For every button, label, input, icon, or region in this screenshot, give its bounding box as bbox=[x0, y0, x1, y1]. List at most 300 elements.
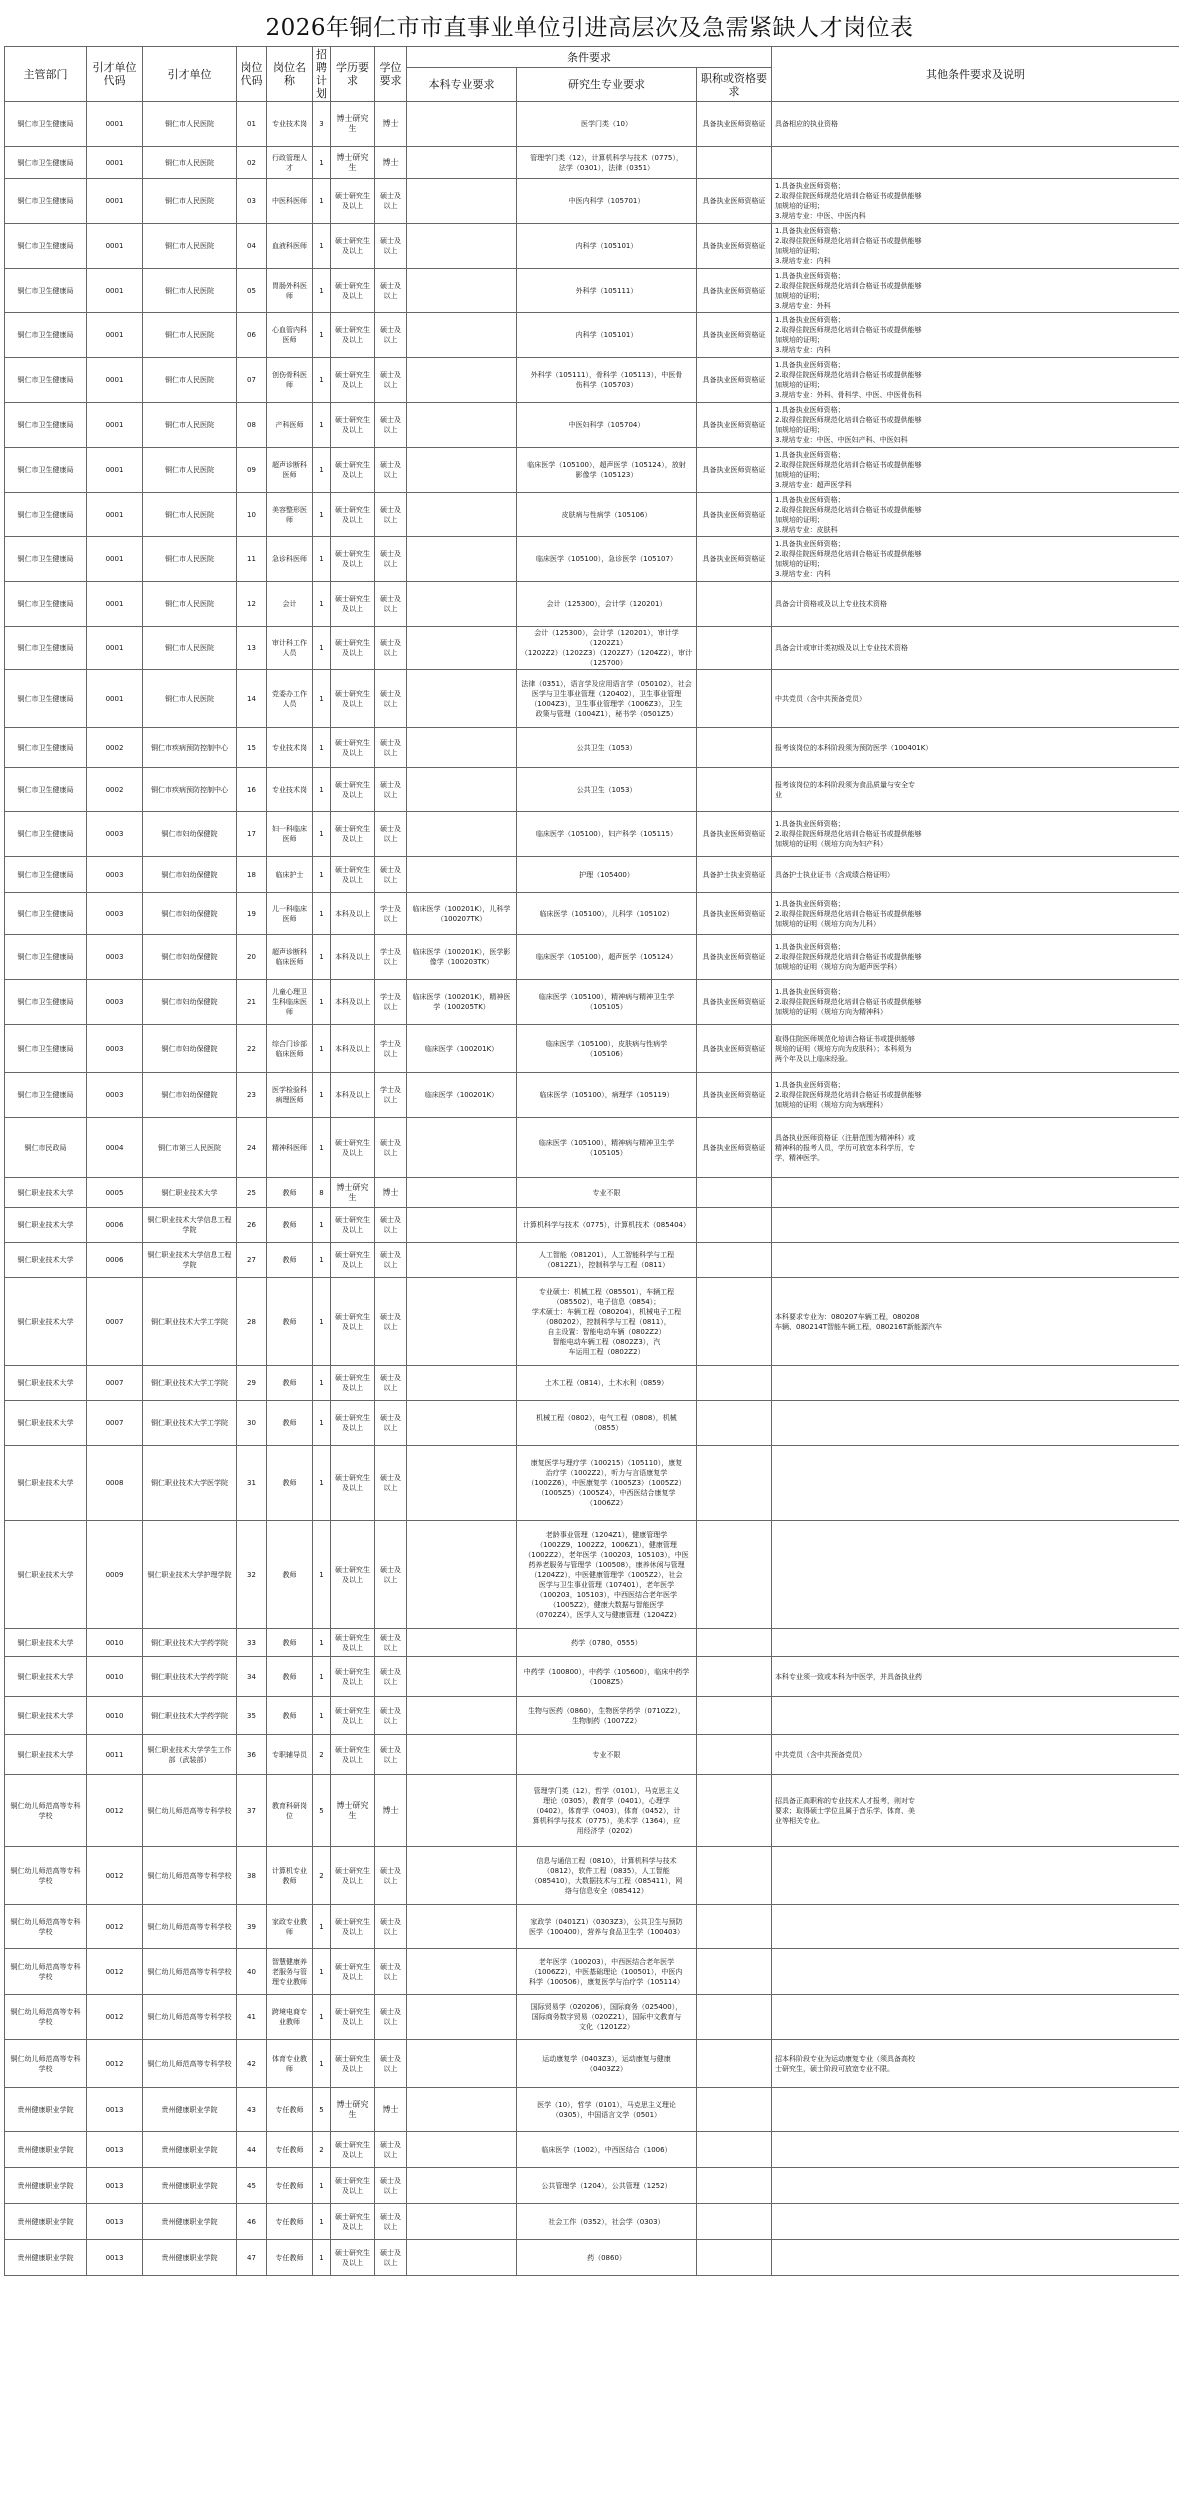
post-name-cell: 教师 bbox=[267, 1178, 313, 1208]
cert-cell bbox=[697, 147, 772, 179]
undergrad-cell bbox=[407, 358, 517, 403]
dept-cell: 铜仁职业技术大学 bbox=[5, 1366, 87, 1401]
unit-code-cell: 0003 bbox=[87, 893, 143, 935]
post-name-cell: 行政管理人才 bbox=[267, 147, 313, 179]
cert-cell bbox=[697, 1697, 772, 1735]
count-cell: 1 bbox=[313, 857, 331, 893]
post-code-cell: 20 bbox=[237, 935, 267, 980]
table-row bbox=[5, 102, 1179, 147]
post-name-cell: 专业技术岗 bbox=[267, 728, 313, 768]
unit-cell: 铜仁幼儿师范高等专科学校 bbox=[143, 1775, 237, 1847]
undergrad-cell bbox=[407, 179, 517, 224]
cert-cell: 具备护士执业资格证 bbox=[697, 857, 772, 893]
unit-code-cell: 0003 bbox=[87, 935, 143, 980]
count-cell: 1 bbox=[313, 1995, 331, 2040]
cert-cell bbox=[697, 2204, 772, 2240]
post-code-cell: 37 bbox=[237, 1775, 267, 1847]
count-cell: 1 bbox=[313, 1401, 331, 1446]
cert-cell bbox=[697, 1847, 772, 1905]
degree-cell: 硕士及以上 bbox=[375, 1905, 407, 1949]
unit-code-cell: 0007 bbox=[87, 1401, 143, 1446]
degree-cell: 硕士及以上 bbox=[375, 403, 407, 448]
grad-cell: 专业硕士：机械工程（085501），车辆工程 （085502），电子信息（0854）； 学术硕士：车辆工程（080204），机械电子工程 （080202），控制科学与工程（0811）， 自主设置：智能电动车辆（0802Z2） 智能电动车辆工程（0802Z3），汽 车运用工程（0802Z2） bbox=[517, 1278, 697, 1366]
edu-cell: 硕士研究生及以上 bbox=[331, 582, 375, 627]
post-name-cell: 专任教师 bbox=[267, 2132, 313, 2168]
cert-cell bbox=[697, 728, 772, 768]
unit-code-cell: 0001 bbox=[87, 493, 143, 537]
dept-cell: 贵州健康职业学院 bbox=[5, 2088, 87, 2132]
post-name-cell: 精神科医师 bbox=[267, 1118, 313, 1178]
count-cell: 1 bbox=[313, 1278, 331, 1366]
count-cell: 1 bbox=[313, 2204, 331, 2240]
undergrad-cell bbox=[407, 1243, 517, 1278]
degree-cell: 硕士及以上 bbox=[375, 1697, 407, 1735]
undergrad-cell bbox=[407, 728, 517, 768]
dept-cell: 铜仁职业技术大学 bbox=[5, 1735, 87, 1775]
count-cell: 1 bbox=[313, 313, 331, 358]
edu-cell: 硕士研究生及以上 bbox=[331, 1629, 375, 1657]
undergrad-cell bbox=[407, 2132, 517, 2168]
grad-cell: 临床医学（105100），超声医学（105124），放射 影像学（105123） bbox=[517, 448, 697, 493]
dept-cell: 铜仁市卫生健康局 bbox=[5, 102, 87, 147]
edu-cell: 博士研究生 bbox=[331, 102, 375, 147]
header-grad: 研究生专业要求 bbox=[517, 68, 697, 102]
post-name-cell: 专业技术岗 bbox=[267, 102, 313, 147]
other-cell: 取得住院医师规范化培训合格证书或提供能够 规培的证明（规培方向为皮肤科）；本科须为 两个年及以上临床经验。 bbox=[772, 1025, 1179, 1073]
grad-cell: 外科学（105111），骨科学（105113），中医骨 伤科学（105703） bbox=[517, 358, 697, 403]
edu-cell: 本科及以上 bbox=[331, 980, 375, 1025]
grad-cell: 法律（0351），语言学及应用语言学（050102），社会 医学与卫生事业管理（120402），卫生事业管理 （1004Z3），卫生事业管理学（1006Z3），卫生 政策与管理（1004Z1），秘书学（0501Z5） bbox=[517, 670, 697, 728]
grad-cell: 中药学（100800），中药学（105600），临床中药学 （1008Z5） bbox=[517, 1657, 697, 1697]
count-cell: 1 bbox=[313, 1657, 331, 1697]
post-name-cell: 儿一科临床医师 bbox=[267, 893, 313, 935]
cert-cell: 具备执业医师资格证 bbox=[697, 980, 772, 1025]
count-cell: 1 bbox=[313, 1521, 331, 1629]
unit-cell: 铜仁幼儿师范高等专科学校 bbox=[143, 1995, 237, 2040]
dept-cell: 铜仁市卫生健康局 bbox=[5, 728, 87, 768]
other-cell bbox=[772, 2204, 1179, 2240]
unit-code-cell: 0012 bbox=[87, 1847, 143, 1905]
post-code-cell: 22 bbox=[237, 1025, 267, 1073]
cert-cell: 具备执业医师资格证 bbox=[697, 224, 772, 269]
table-row bbox=[5, 1697, 1179, 1735]
edu-cell: 硕士研究生及以上 bbox=[331, 627, 375, 670]
dept-cell: 铜仁幼儿师范高等专科学校 bbox=[5, 2040, 87, 2088]
other-cell: 1.具备执业医师资格； 2.取得住院医师规范化培训合格证书或提供能够 加规培的证明（规培方向为病理科） bbox=[772, 1073, 1179, 1118]
table-row bbox=[5, 893, 1179, 935]
degree-cell: 学士及以上 bbox=[375, 893, 407, 935]
edu-cell: 硕士研究生及以上 bbox=[331, 1118, 375, 1178]
degree-cell: 硕士及以上 bbox=[375, 1735, 407, 1775]
unit-cell: 铜仁市人民医院 bbox=[143, 269, 237, 313]
post-code-cell: 04 bbox=[237, 224, 267, 269]
unit-code-cell: 0013 bbox=[87, 2088, 143, 2132]
dept-cell: 铜仁市卫生健康局 bbox=[5, 358, 87, 403]
count-cell: 3 bbox=[313, 102, 331, 147]
undergrad-cell bbox=[407, 102, 517, 147]
grad-cell: 公共卫生（1053） bbox=[517, 768, 697, 812]
cert-cell bbox=[697, 1208, 772, 1243]
dept-cell: 铜仁市卫生健康局 bbox=[5, 493, 87, 537]
post-code-cell: 31 bbox=[237, 1446, 267, 1521]
count-cell: 1 bbox=[313, 582, 331, 627]
degree-cell: 硕士及以上 bbox=[375, 1366, 407, 1401]
grad-cell: 中医内科学（105701） bbox=[517, 179, 697, 224]
cert-cell bbox=[697, 1995, 772, 2040]
unit-code-cell: 0001 bbox=[87, 313, 143, 358]
edu-cell: 硕士研究生及以上 bbox=[331, 1366, 375, 1401]
other-cell bbox=[772, 2168, 1179, 2204]
unit-cell: 铜仁市妇幼保健院 bbox=[143, 935, 237, 980]
post-code-cell: 26 bbox=[237, 1208, 267, 1243]
dept-cell: 铜仁幼儿师范高等专科学校 bbox=[5, 1905, 87, 1949]
cert-cell: 具备执业医师资格证 bbox=[697, 1118, 772, 1178]
count-cell: 1 bbox=[313, 448, 331, 493]
unit-code-cell: 0007 bbox=[87, 1366, 143, 1401]
degree-cell: 硕士及以上 bbox=[375, 493, 407, 537]
unit-cell: 铜仁幼儿师范高等专科学校 bbox=[143, 1949, 237, 1995]
grad-cell: 公共管理学（1204），公共管理（1252） bbox=[517, 2168, 697, 2204]
post-name-cell: 心血管内科医师 bbox=[267, 313, 313, 358]
unit-code-cell: 0013 bbox=[87, 2240, 143, 2276]
count-cell: 1 bbox=[313, 358, 331, 403]
grad-cell: 临床医学（105100），儿科学（105102） bbox=[517, 893, 697, 935]
dept-cell: 铜仁市卫生健康局 bbox=[5, 582, 87, 627]
degree-cell: 学士及以上 bbox=[375, 980, 407, 1025]
dept-cell: 铜仁市卫生健康局 bbox=[5, 537, 87, 582]
dept-cell: 铜仁市卫生健康局 bbox=[5, 768, 87, 812]
unit-code-cell: 0001 bbox=[87, 537, 143, 582]
undergrad-cell bbox=[407, 2204, 517, 2240]
post-code-cell: 38 bbox=[237, 1847, 267, 1905]
unit-code-cell: 0003 bbox=[87, 980, 143, 1025]
dept-cell: 铜仁幼儿师范高等专科学校 bbox=[5, 1847, 87, 1905]
post-name-cell: 党委办工作人员 bbox=[267, 670, 313, 728]
undergrad-cell bbox=[407, 1905, 517, 1949]
undergrad-cell bbox=[407, 2168, 517, 2204]
degree-cell: 博士 bbox=[375, 1178, 407, 1208]
other-cell bbox=[772, 1366, 1179, 1401]
table-row bbox=[5, 812, 1179, 857]
undergrad-cell bbox=[407, 2088, 517, 2132]
post-code-cell: 23 bbox=[237, 1073, 267, 1118]
undergrad-cell bbox=[407, 812, 517, 857]
count-cell: 1 bbox=[313, 2240, 331, 2276]
cert-cell bbox=[697, 1243, 772, 1278]
cert-cell bbox=[697, 1178, 772, 1208]
grad-cell: 临床医学（105100），急诊医学（105107） bbox=[517, 537, 697, 582]
unit-cell: 铜仁市妇幼保健院 bbox=[143, 893, 237, 935]
count-cell: 1 bbox=[313, 403, 331, 448]
count-cell: 1 bbox=[313, 893, 331, 935]
count-cell: 5 bbox=[313, 1775, 331, 1847]
cert-cell bbox=[697, 1735, 772, 1775]
unit-code-cell: 0012 bbox=[87, 1949, 143, 1995]
post-name-cell: 教师 bbox=[267, 1243, 313, 1278]
edu-cell: 硕士研究生及以上 bbox=[331, 403, 375, 448]
post-name-cell: 妇一科临床医师 bbox=[267, 812, 313, 857]
post-code-cell: 19 bbox=[237, 893, 267, 935]
unit-code-cell: 0013 bbox=[87, 2132, 143, 2168]
count-cell: 1 bbox=[313, 493, 331, 537]
other-cell bbox=[772, 2088, 1179, 2132]
dept-cell: 铜仁职业技术大学 bbox=[5, 1278, 87, 1366]
unit-cell: 铜仁职业技术大学医学院 bbox=[143, 1446, 237, 1521]
edu-cell: 硕士研究生及以上 bbox=[331, 1905, 375, 1949]
table-row bbox=[5, 448, 1179, 493]
grad-cell: 临床医学（105100），妇产科学（105115） bbox=[517, 812, 697, 857]
other-cell bbox=[772, 1847, 1179, 1905]
post-name-cell: 产科医师 bbox=[267, 403, 313, 448]
grad-cell: 生物与医药（0860），生物医学药学（0710Z2）， 生物制药（1007Z2） bbox=[517, 1697, 697, 1735]
grad-cell: 专业不限 bbox=[517, 1178, 697, 1208]
table-row bbox=[5, 627, 1179, 670]
other-cell: 招本科阶段专业为运动康复专业（须具备高校 士研究生，硕士阶段可放宽专业不限。 bbox=[772, 2040, 1179, 2088]
post-name-cell: 中医科医师 bbox=[267, 179, 313, 224]
dept-cell: 铜仁幼儿师范高等专科学校 bbox=[5, 1775, 87, 1847]
grad-cell: 土木工程（0814），土木水利（0859） bbox=[517, 1366, 697, 1401]
post-name-cell: 计算机专业教师 bbox=[267, 1847, 313, 1905]
undergrad-cell bbox=[407, 1657, 517, 1697]
grad-cell: 临床医学（105100），皮肤病与性病学 （105106） bbox=[517, 1025, 697, 1073]
post-name-cell: 审计科工作人员 bbox=[267, 627, 313, 670]
unit-cell: 铜仁职业技术大学护理学院 bbox=[143, 1521, 237, 1629]
dept-cell: 贵州健康职业学院 bbox=[5, 2204, 87, 2240]
unit-code-cell: 0001 bbox=[87, 179, 143, 224]
dept-cell: 铜仁市卫生健康局 bbox=[5, 269, 87, 313]
table-row bbox=[5, 2040, 1179, 2088]
degree-cell: 硕士及以上 bbox=[375, 1949, 407, 1995]
table-row bbox=[5, 224, 1179, 269]
table-row bbox=[5, 670, 1179, 728]
degree-cell: 硕士及以上 bbox=[375, 2240, 407, 2276]
unit-code-cell: 0013 bbox=[87, 2168, 143, 2204]
degree-cell: 硕士及以上 bbox=[375, 2204, 407, 2240]
edu-cell: 硕士研究生及以上 bbox=[331, 2040, 375, 2088]
grad-cell: 管理学门类（12），计算机科学与技术（0775）， 法学（0301），法律（0351） bbox=[517, 147, 697, 179]
cert-cell bbox=[697, 1905, 772, 1949]
unit-cell: 铜仁市人民医院 bbox=[143, 670, 237, 728]
post-code-cell: 45 bbox=[237, 2168, 267, 2204]
degree-cell: 硕士及以上 bbox=[375, 2132, 407, 2168]
unit-code-cell: 0003 bbox=[87, 857, 143, 893]
other-cell bbox=[772, 1243, 1179, 1278]
unit-cell: 铜仁职业技术大学工学院 bbox=[143, 1401, 237, 1446]
post-code-cell: 17 bbox=[237, 812, 267, 857]
edu-cell: 硕士研究生及以上 bbox=[331, 493, 375, 537]
undergrad-cell bbox=[407, 1629, 517, 1657]
undergrad-cell: 临床医学（100201K），儿科学（100207TK） bbox=[407, 893, 517, 935]
unit-cell: 铜仁市人民医院 bbox=[143, 582, 237, 627]
post-name-cell: 急诊科医师 bbox=[267, 537, 313, 582]
table-row bbox=[5, 768, 1179, 812]
grad-cell: 老龄事业管理（1204Z1），健康管理学 （1002Z9，1002Z2，1006Z1），健康管理 （1002Z2），老年医学（100203，105103），中医 药养老服务与管理学（100508），康养休闲与管理 （1204Z2），中医健康管理学（1005Z2），社会 医学与卫生事业管理（107401），老年医学 （100203，105103），中西医结合老年医学 （1005Z2），健康大数据与智能医学 （0702Z4），医学人文与健康管理（1204Z2） bbox=[517, 1521, 697, 1629]
unit-cell: 铜仁市妇幼保健院 bbox=[143, 812, 237, 857]
grad-cell: 老年医学（100203），中西医结合老年医学 （1006Z2），中医基础理论（100501），中医内 科学（100506），康复医学与治疗学（105114） bbox=[517, 1949, 697, 1995]
cert-cell: 具备执业医师资格证 bbox=[697, 935, 772, 980]
unit-code-cell: 0001 bbox=[87, 627, 143, 670]
degree-cell: 学士及以上 bbox=[375, 935, 407, 980]
other-cell: 1.具备执业医师资格； 2.取得住院医师规范化培训合格证书或提供能够 加规培的证明； 3.规培专业：中医、中医内科 bbox=[772, 179, 1179, 224]
edu-cell: 硕士研究生及以上 bbox=[331, 812, 375, 857]
edu-cell: 硕士研究生及以上 bbox=[331, 1521, 375, 1629]
unit-cell: 贵州健康职业学院 bbox=[143, 2132, 237, 2168]
other-cell: 1.具备执业医师资格； 2.取得住院医师规范化培训合格证书或提供能够 加规培的证明； 3.规培专业：外科 bbox=[772, 269, 1179, 313]
post-code-cell: 25 bbox=[237, 1178, 267, 1208]
post-name-cell: 专任教师 bbox=[267, 2168, 313, 2204]
cert-cell: 具备执业医师资格证 bbox=[697, 1025, 772, 1073]
other-cell bbox=[772, 1697, 1179, 1735]
cert-cell bbox=[697, 2132, 772, 2168]
unit-code-cell: 0013 bbox=[87, 2204, 143, 2240]
unit-code-cell: 0002 bbox=[87, 728, 143, 768]
unit-code-cell: 0003 bbox=[87, 1025, 143, 1073]
grad-cell: 医学门类（10） bbox=[517, 102, 697, 147]
unit-cell: 贵州健康职业学院 bbox=[143, 2204, 237, 2240]
degree-cell: 硕士及以上 bbox=[375, 1208, 407, 1243]
grad-cell: 中医妇科学（105704） bbox=[517, 403, 697, 448]
header-edu: 学历要求 bbox=[331, 47, 375, 102]
dept-cell: 铜仁职业技术大学 bbox=[5, 1521, 87, 1629]
edu-cell: 硕士研究生及以上 bbox=[331, 1847, 375, 1905]
header-degree: 学位要求 bbox=[375, 47, 407, 102]
degree-cell: 硕士及以上 bbox=[375, 448, 407, 493]
grad-cell: 会计（125300），会计学（120201） bbox=[517, 582, 697, 627]
degree-cell: 博士 bbox=[375, 2088, 407, 2132]
post-code-cell: 06 bbox=[237, 313, 267, 358]
degree-cell: 硕士及以上 bbox=[375, 358, 407, 403]
unit-code-cell: 0001 bbox=[87, 582, 143, 627]
edu-cell: 本科及以上 bbox=[331, 935, 375, 980]
table-row bbox=[5, 2088, 1179, 2132]
page-title: 2026年铜仁市市直事业单位引进高层次及急需紧缺人才岗位表 bbox=[265, 15, 914, 41]
degree-cell: 硕士及以上 bbox=[375, 768, 407, 812]
post-code-cell: 36 bbox=[237, 1735, 267, 1775]
cert-cell: 具备执业医师资格证 bbox=[697, 448, 772, 493]
other-cell: 中共党员（含中共预备党员） bbox=[772, 670, 1179, 728]
count-cell: 1 bbox=[313, 147, 331, 179]
dept-cell: 铜仁市卫生健康局 bbox=[5, 147, 87, 179]
count-cell: 1 bbox=[313, 224, 331, 269]
post-code-cell: 03 bbox=[237, 179, 267, 224]
unit-code-cell: 0004 bbox=[87, 1118, 143, 1178]
grad-cell: 家政学（0401Z1）（0303Z3），公共卫生与预防 医学（100400），营养与食品卫生学（100403） bbox=[517, 1905, 697, 1949]
unit-cell: 铜仁市妇幼保健院 bbox=[143, 857, 237, 893]
degree-cell: 博士 bbox=[375, 147, 407, 179]
post-code-cell: 08 bbox=[237, 403, 267, 448]
cert-cell bbox=[697, 670, 772, 728]
edu-cell: 硕士研究生及以上 bbox=[331, 2168, 375, 2204]
cert-cell bbox=[697, 1446, 772, 1521]
dept-cell: 铜仁市卫生健康局 bbox=[5, 670, 87, 728]
degree-cell: 硕士及以上 bbox=[375, 1629, 407, 1657]
post-code-cell: 28 bbox=[237, 1278, 267, 1366]
cert-cell bbox=[697, 1521, 772, 1629]
unit-cell: 铜仁职业技术大学信息工程学院 bbox=[143, 1243, 237, 1278]
post-name-cell: 教师 bbox=[267, 1657, 313, 1697]
grad-cell: 临床医学（105100），病理学（105119） bbox=[517, 1073, 697, 1118]
unit-cell: 铜仁职业技术大学信息工程学院 bbox=[143, 1208, 237, 1243]
cert-cell bbox=[697, 1775, 772, 1847]
undergrad-cell bbox=[407, 2040, 517, 2088]
count-cell: 1 bbox=[313, 269, 331, 313]
edu-cell: 硕士研究生及以上 bbox=[331, 1243, 375, 1278]
count-cell: 1 bbox=[313, 1446, 331, 1521]
table-row bbox=[5, 980, 1179, 1025]
undergrad-cell bbox=[407, 582, 517, 627]
count-cell: 1 bbox=[313, 627, 331, 670]
undergrad-cell: 临床医学（100201K），精神医学（100205TK） bbox=[407, 980, 517, 1025]
post-code-cell: 02 bbox=[237, 147, 267, 179]
table-row bbox=[5, 935, 1179, 980]
other-cell: 具备会计资格或及以上专业技术资格 bbox=[772, 582, 1179, 627]
count-cell: 1 bbox=[313, 2040, 331, 2088]
edu-cell: 硕士研究生及以上 bbox=[331, 2240, 375, 2276]
count-cell: 5 bbox=[313, 2088, 331, 2132]
edu-cell: 硕士研究生及以上 bbox=[331, 1208, 375, 1243]
post-name-cell: 教师 bbox=[267, 1521, 313, 1629]
post-name-cell: 教师 bbox=[267, 1366, 313, 1401]
unit-cell: 铜仁幼儿师范高等专科学校 bbox=[143, 1847, 237, 1905]
table-row bbox=[5, 1208, 1179, 1243]
unit-cell: 铜仁市妇幼保健院 bbox=[143, 1025, 237, 1073]
unit-code-cell: 0012 bbox=[87, 2040, 143, 2088]
count-cell: 1 bbox=[313, 1118, 331, 1178]
post-name-cell: 临床护士 bbox=[267, 857, 313, 893]
undergrad-cell bbox=[407, 1118, 517, 1178]
dept-cell: 铜仁幼儿师范高等专科学校 bbox=[5, 1995, 87, 2040]
edu-cell: 博士研究生 bbox=[331, 2088, 375, 2132]
unit-code-cell: 0012 bbox=[87, 1775, 143, 1847]
unit-code-cell: 0007 bbox=[87, 1278, 143, 1366]
grad-cell: 外科学（105111） bbox=[517, 269, 697, 313]
grad-cell: 会计（125300），会计学（120201），审计学（1202Z1） （1202Z2）（1202Z3）（1202Z7）（1204Z2），审计 （125700） bbox=[517, 627, 697, 670]
count-cell: 1 bbox=[313, 1697, 331, 1735]
post-name-cell: 胃肠外科医师 bbox=[267, 269, 313, 313]
table-row bbox=[5, 1735, 1179, 1775]
post-code-cell: 39 bbox=[237, 1905, 267, 1949]
count-cell: 1 bbox=[313, 537, 331, 582]
degree-cell: 硕士及以上 bbox=[375, 812, 407, 857]
undergrad-cell bbox=[407, 1949, 517, 1995]
unit-cell: 铜仁幼儿师范高等专科学校 bbox=[143, 2040, 237, 2088]
count-cell: 1 bbox=[313, 670, 331, 728]
unit-code-cell: 0002 bbox=[87, 768, 143, 812]
other-cell bbox=[772, 1949, 1179, 1995]
degree-cell: 硕士及以上 bbox=[375, 313, 407, 358]
edu-cell: 硕士研究生及以上 bbox=[331, 1949, 375, 1995]
count-cell: 1 bbox=[313, 1905, 331, 1949]
count-cell: 1 bbox=[313, 1025, 331, 1073]
unit-cell: 铜仁市人民医院 bbox=[143, 493, 237, 537]
unit-cell: 铜仁市妇幼保健院 bbox=[143, 980, 237, 1025]
unit-cell: 铜仁市疾病预防控制中心 bbox=[143, 728, 237, 768]
grad-cell: 药学（0780，0555） bbox=[517, 1629, 697, 1657]
edu-cell: 硕士研究生及以上 bbox=[331, 1995, 375, 2040]
post-code-cell: 09 bbox=[237, 448, 267, 493]
table-row bbox=[5, 1278, 1179, 1366]
grad-cell: 管理学门类（12），哲学（0101），马克思主义 理论（0305），教育学（0401），心理学 （0402），体育学（0403），体育（0452），计 算机科学与技术（0775），美术学（1364），应 用经济学（0202） bbox=[517, 1775, 697, 1847]
other-cell: 1.具备执业医师资格； 2.取得住院医师规范化培训合格证书或提供能够 加规培的证明； 3.规培专业：内科 bbox=[772, 313, 1179, 358]
other-cell bbox=[772, 1446, 1179, 1521]
table-row bbox=[5, 1949, 1179, 1995]
post-name-cell: 创伤骨科医师 bbox=[267, 358, 313, 403]
other-cell bbox=[772, 1178, 1179, 1208]
edu-cell: 硕士研究生及以上 bbox=[331, 1278, 375, 1366]
edu-cell: 硕士研究生及以上 bbox=[331, 2204, 375, 2240]
edu-cell: 硕士研究生及以上 bbox=[331, 2132, 375, 2168]
unit-code-cell: 0003 bbox=[87, 812, 143, 857]
